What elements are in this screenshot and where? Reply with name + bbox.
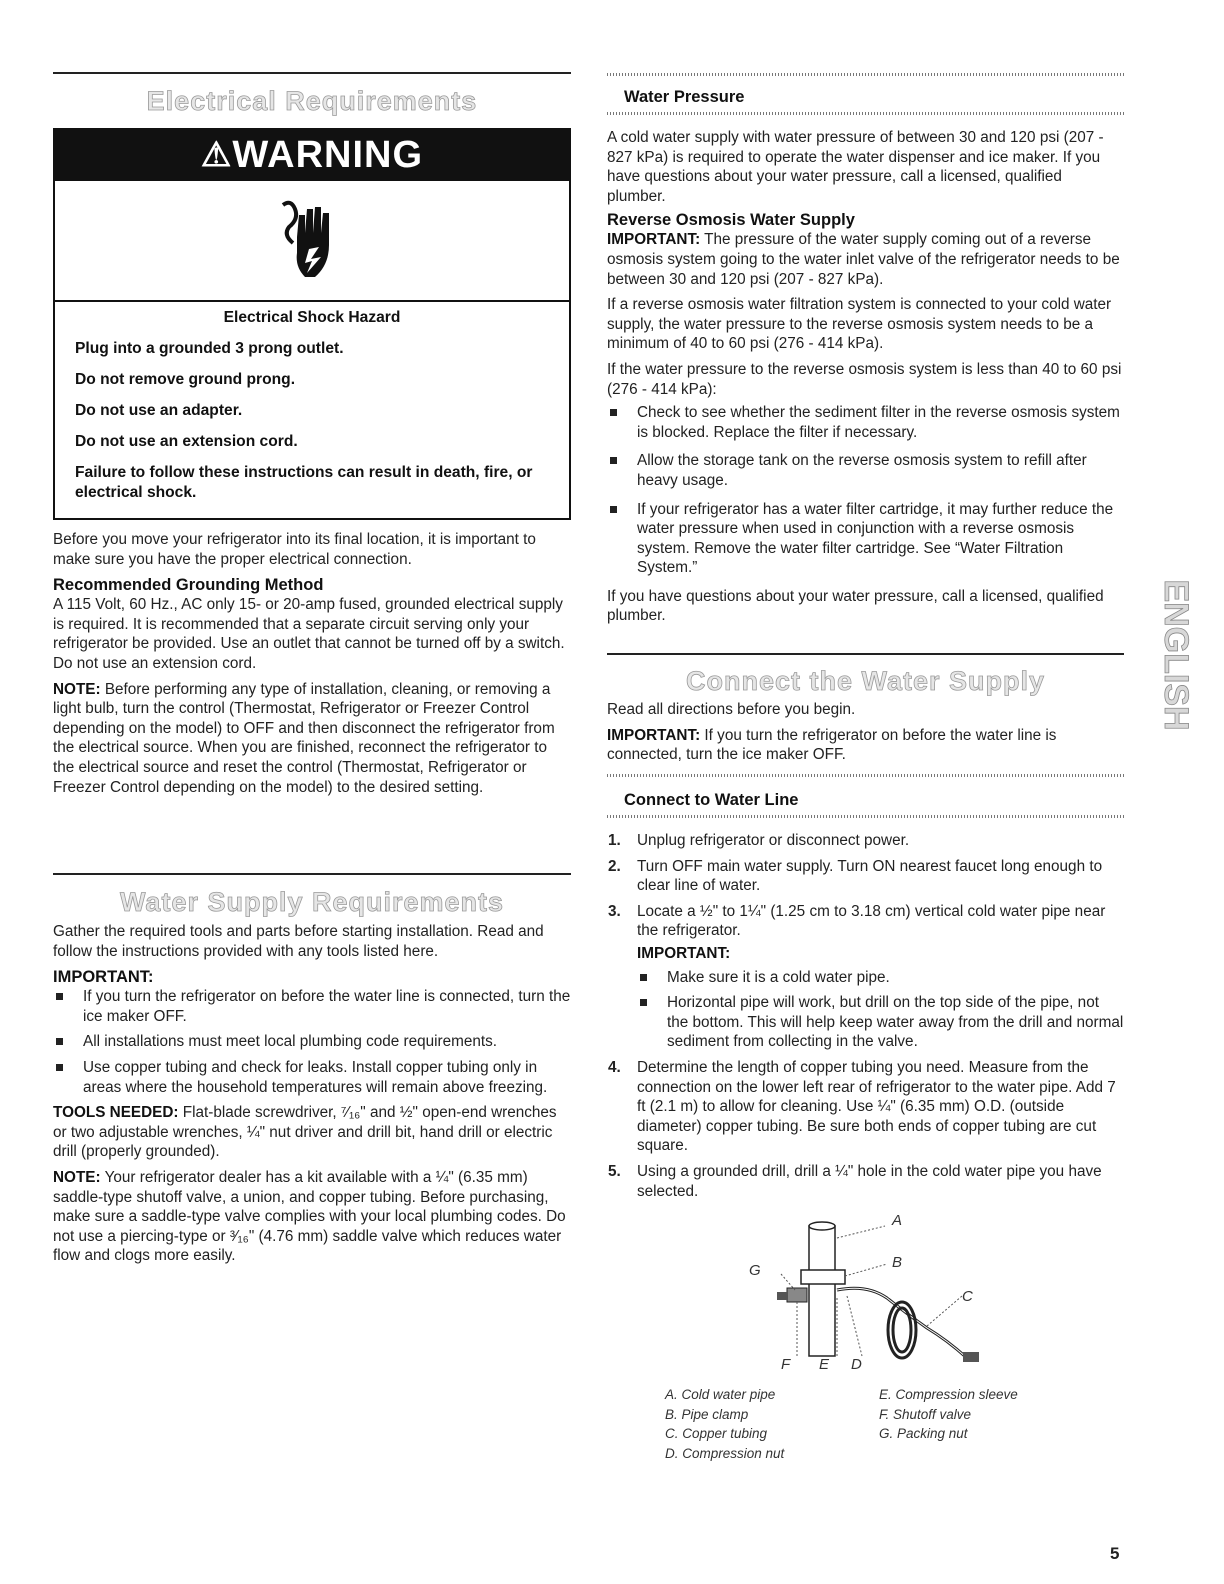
list-item bbox=[637, 968, 1124, 988]
section-rule bbox=[607, 653, 1124, 655]
water-supply-requirements-title: Water Supply Requirements bbox=[119, 887, 505, 917]
warning-line: Do not use an extension cord. bbox=[75, 433, 298, 450]
legend-item: A. Cold water pipe bbox=[665, 1387, 776, 1402]
important-heading: IMPORTANT: bbox=[53, 968, 154, 987]
warning-line: Do not use an adapter. bbox=[75, 402, 243, 419]
legend-item: D. Compression nut bbox=[665, 1445, 785, 1461]
diagram-label-f: F bbox=[781, 1356, 791, 1373]
ro-list bbox=[607, 403, 1124, 578]
dotted-rule bbox=[607, 112, 1124, 115]
diagram-label-g: G bbox=[749, 1262, 761, 1279]
note-text: Before performing any type of installation, cleaning, or removing a light bulb, turn the control (Thermostat, Refrigerator or Freezer Control depending on the model) to OFF and then disconnect the refrigerator from the electrical source. When you are finished, reconnect the refrigerator to the electrical source and reset the control (Thermostat, Refrigerator or Freezer Control depending on the model) to the desired setting. bbox=[53, 680, 555, 796]
grounding-text: A 115 Volt, 60 Hz., AC only 15- or 20-amp fused, grounded electrical supply is required. It is recommended that a separate circuit serving only your refrigerator be provided. Use an outlet that cannot be turned off by a switch. Do not use an extension cord. bbox=[53, 596, 565, 672]
warning-box bbox=[53, 128, 571, 520]
electrical-body bbox=[53, 530, 571, 797]
warning-icon-area bbox=[55, 181, 569, 302]
grounding-heading: Recommended Grounding Method bbox=[53, 576, 324, 595]
list-item-text: Check to see whether the sediment filter in the reverse osmosis system is blocked. Replace the filter if necessary. bbox=[637, 404, 1120, 441]
section-rule bbox=[53, 873, 571, 875]
warning-text bbox=[55, 302, 569, 503]
dotted-rule bbox=[607, 774, 1124, 777]
dotted-rule bbox=[607, 815, 1124, 818]
important-list bbox=[53, 987, 571, 1097]
bullet-square-icon bbox=[56, 1064, 63, 1071]
diagram-label-b: B bbox=[892, 1254, 903, 1271]
step3-important-label: IMPORTANT: bbox=[637, 944, 731, 962]
warning-line: Plug into a grounded 3 prong outlet. bbox=[75, 340, 344, 357]
water-pressure-text: A cold water supply with water pressure of between 30 and 120 psi (207 - 827 kPa) is required to operate the water dispenser and ice maker. If you have questions about your water pressure, call a licensed, qualified plumber. bbox=[607, 129, 1104, 205]
bullet-square-icon bbox=[610, 409, 617, 416]
ro-paragraph: If the water pressure to the reverse osmosis system is less than 40 to 60 psi (276 - 414 kPa): bbox=[607, 360, 1122, 398]
ro-heading: Reverse Osmosis Water Supply bbox=[607, 211, 855, 230]
gather-text: Gather the required tools and parts before starting installation. Read and follow the instructions provided with any tools listed here. bbox=[53, 923, 544, 960]
bullet-square-icon bbox=[56, 1038, 63, 1045]
step-text: Turn OFF main water supply. Turn ON nearest faucet long enough to clear line of water. bbox=[637, 857, 1103, 895]
ro-important-paragraph bbox=[607, 230, 1124, 289]
important-text: The pressure of the water supply coming out of a reverse osmosis system going to the water inlet valve of the refrigerator needs to be between 30 and 120 psi (207 - 827 kPa). bbox=[607, 231, 1120, 288]
page-number: 5 bbox=[1110, 1544, 1120, 1563]
warning-header bbox=[55, 130, 569, 181]
list-item-text: Make sure it is a cold water pipe. bbox=[667, 968, 890, 986]
step-text: Determine the length of copper tubing you need. Measure from the connection on the lower left rear of refrigerator to the water pipe. Add 7 ft (2.1 m) to allow for cleaning. Use ¼" (6.35 mm) O.D. (outside diameter) copper tubing. Be sure both ends of copper tubing are cut square. bbox=[637, 1058, 1116, 1155]
water-supply-body bbox=[53, 922, 571, 1266]
water-pressure-body bbox=[607, 128, 1124, 626]
list-item bbox=[637, 993, 1124, 1052]
list-item bbox=[53, 987, 571, 1026]
list-item bbox=[607, 403, 1124, 442]
list-item-text: Use copper tubing and check for leaks. Install copper tubing only in areas where the household temperatures will remain above freezing. bbox=[83, 1058, 548, 1096]
diagram-label-d: D bbox=[851, 1356, 862, 1373]
tools-paragraph bbox=[53, 1103, 571, 1162]
legend-item: G. Packing nut bbox=[879, 1426, 968, 1441]
list-item-text: Horizontal pipe will work, but drill on the top side of the pipe, not the bottom. This will help keep water away from the drill and normal sediment from collecting in the valve. bbox=[667, 994, 1124, 1051]
step-item bbox=[607, 857, 1124, 896]
read-all-text: Read all directions before you begin. bbox=[607, 701, 856, 718]
list-item-text: All installations must meet local plumbing code requirements. bbox=[83, 1033, 498, 1051]
important-label: IMPORTANT: bbox=[607, 726, 701, 744]
list-item-text: Allow the storage tank on the reverse osmosis system to refill after heavy usage. bbox=[637, 452, 1087, 489]
step-item bbox=[607, 831, 1124, 851]
connect-intro bbox=[607, 700, 1124, 765]
step-text: Locate a ½" to 1¼" (1.25 cm to 3.18 cm) vertical cold water pipe near the refrigerator. bbox=[637, 902, 1106, 940]
ro-paragraph: If a reverse osmosis water filtration system is connected to your cold water supply, the water pressure to the reverse osmosis system needs to be a minimum of 40 to 60 psi (276 - 414 kPa). bbox=[607, 296, 1112, 353]
connect-water-supply-title: Connect the Water Supply bbox=[685, 666, 1046, 696]
list-item bbox=[607, 500, 1124, 578]
legend-item: B. Pipe clamp bbox=[665, 1406, 749, 1422]
list-item bbox=[607, 451, 1124, 490]
step-text: Using a grounded drill, drill a ¼" hole in the cold water pipe you have selected. bbox=[637, 1162, 1102, 1200]
english-tab-label: ENGLISH bbox=[1157, 579, 1195, 731]
connect-important-paragraph bbox=[607, 726, 1124, 765]
bullet-square-icon bbox=[610, 457, 617, 464]
questions-text: If you have questions about your water pressure, call a licensed, qualified plumber. bbox=[607, 587, 1104, 625]
warning-line: Failure to follow these instructions can result in death, fire, or electrical shock. bbox=[75, 464, 533, 501]
note-paragraph bbox=[53, 1168, 571, 1266]
step-number: 2. bbox=[608, 857, 621, 875]
step-number: 3. bbox=[608, 902, 621, 920]
english-side-tab bbox=[1150, 566, 1195, 762]
english-side-tab-graphic bbox=[1150, 566, 1195, 762]
bullet-square-icon bbox=[640, 974, 647, 981]
legend-item: E. Compression sleeve bbox=[879, 1387, 1018, 1402]
bullet-square-icon bbox=[610, 506, 617, 513]
warning-label: WARNING bbox=[232, 134, 424, 176]
diagram-legend-right bbox=[879, 1385, 1018, 1444]
bullet-square-icon bbox=[56, 993, 63, 1000]
important-text: If you turn the refrigerator on before the water line is connected, turn the ice maker OFF. bbox=[607, 726, 1057, 764]
diagram-label-c: C bbox=[962, 1288, 973, 1305]
note-text: Your refrigerator dealer has a kit available with a ¼" (6.35 mm) saddle-type shutoff valve, a union, and copper tubing. Before purchasing, make sure a saddle-type valve complies with your local plumbing codes. Do not use a piercing-type or ³⁄₁₆" (4.76 mm) saddle valve which reduces water flow and clogs more easily. bbox=[53, 1168, 566, 1265]
list-item-text: If your refrigerator has a water filter cartridge, it may further reduce the water pressure when used in conjunction with a reverse osmosis system. Remove the water filter cartridge. See “Water Filtration System.” bbox=[637, 500, 1114, 577]
before-move-text: Before you move your refrigerator into its final location, it is important to make sure you have the proper electrical connection. bbox=[53, 531, 536, 568]
step-text: Unplug refrigerator or disconnect power. bbox=[637, 832, 910, 849]
step-number: 4. bbox=[608, 1058, 621, 1076]
dotted-rule bbox=[607, 73, 1124, 76]
warning-line: Do not remove ground prong. bbox=[75, 371, 296, 388]
list-item-text: If you turn the refrigerator on before the water line is connected, turn the ice maker OFF. bbox=[83, 988, 571, 1025]
tools-text: Flat-blade screwdriver, ⁷⁄₁₆" and ½" open-end wrenches or two adjustable wrenches, ¼" nut driver and drill bit, hand drill or electric drill (properly grounded). bbox=[53, 1104, 557, 1161]
bullet-square-icon bbox=[640, 999, 647, 1006]
tools-label: TOOLS NEEDED: bbox=[53, 1104, 179, 1122]
diagram-label-e: E bbox=[819, 1356, 830, 1373]
step3-list bbox=[637, 968, 1124, 1052]
step-item bbox=[607, 1162, 1124, 1201]
diagram-legend-left bbox=[665, 1385, 784, 1463]
electrical-shock-hand-icon bbox=[279, 197, 339, 287]
note-label: NOTE: bbox=[53, 680, 101, 698]
note-label: NOTE: bbox=[53, 1168, 101, 1186]
step-item bbox=[607, 902, 1124, 1052]
hazard-title: Electrical Shock Hazard bbox=[223, 309, 401, 326]
note-paragraph bbox=[53, 680, 571, 798]
step-item bbox=[607, 1058, 1124, 1156]
list-item bbox=[53, 1058, 571, 1097]
legend-item: C. Copper tubing bbox=[665, 1426, 768, 1441]
connect-line-heading: Connect to Water Line bbox=[624, 791, 799, 809]
legend-item: F. Shutoff valve bbox=[879, 1406, 972, 1422]
step-number: 1. bbox=[608, 832, 621, 849]
steps-list bbox=[607, 831, 1124, 1201]
water-pressure-heading: Water Pressure bbox=[624, 88, 745, 106]
list-item bbox=[53, 1032, 571, 1052]
section-rule bbox=[53, 72, 571, 74]
steps-block bbox=[607, 831, 1124, 1201]
step-number: 5. bbox=[608, 1162, 621, 1180]
warning-triangle-icon: ⚠ bbox=[200, 136, 233, 174]
electrical-requirements-title: Electrical Requirements bbox=[146, 86, 478, 116]
diagram-label-a: A bbox=[892, 1212, 903, 1229]
water-line-diagram-illustration bbox=[737, 1218, 987, 1378]
water-line-diagram bbox=[737, 1212, 987, 1378]
important-label: IMPORTANT: bbox=[607, 231, 701, 249]
